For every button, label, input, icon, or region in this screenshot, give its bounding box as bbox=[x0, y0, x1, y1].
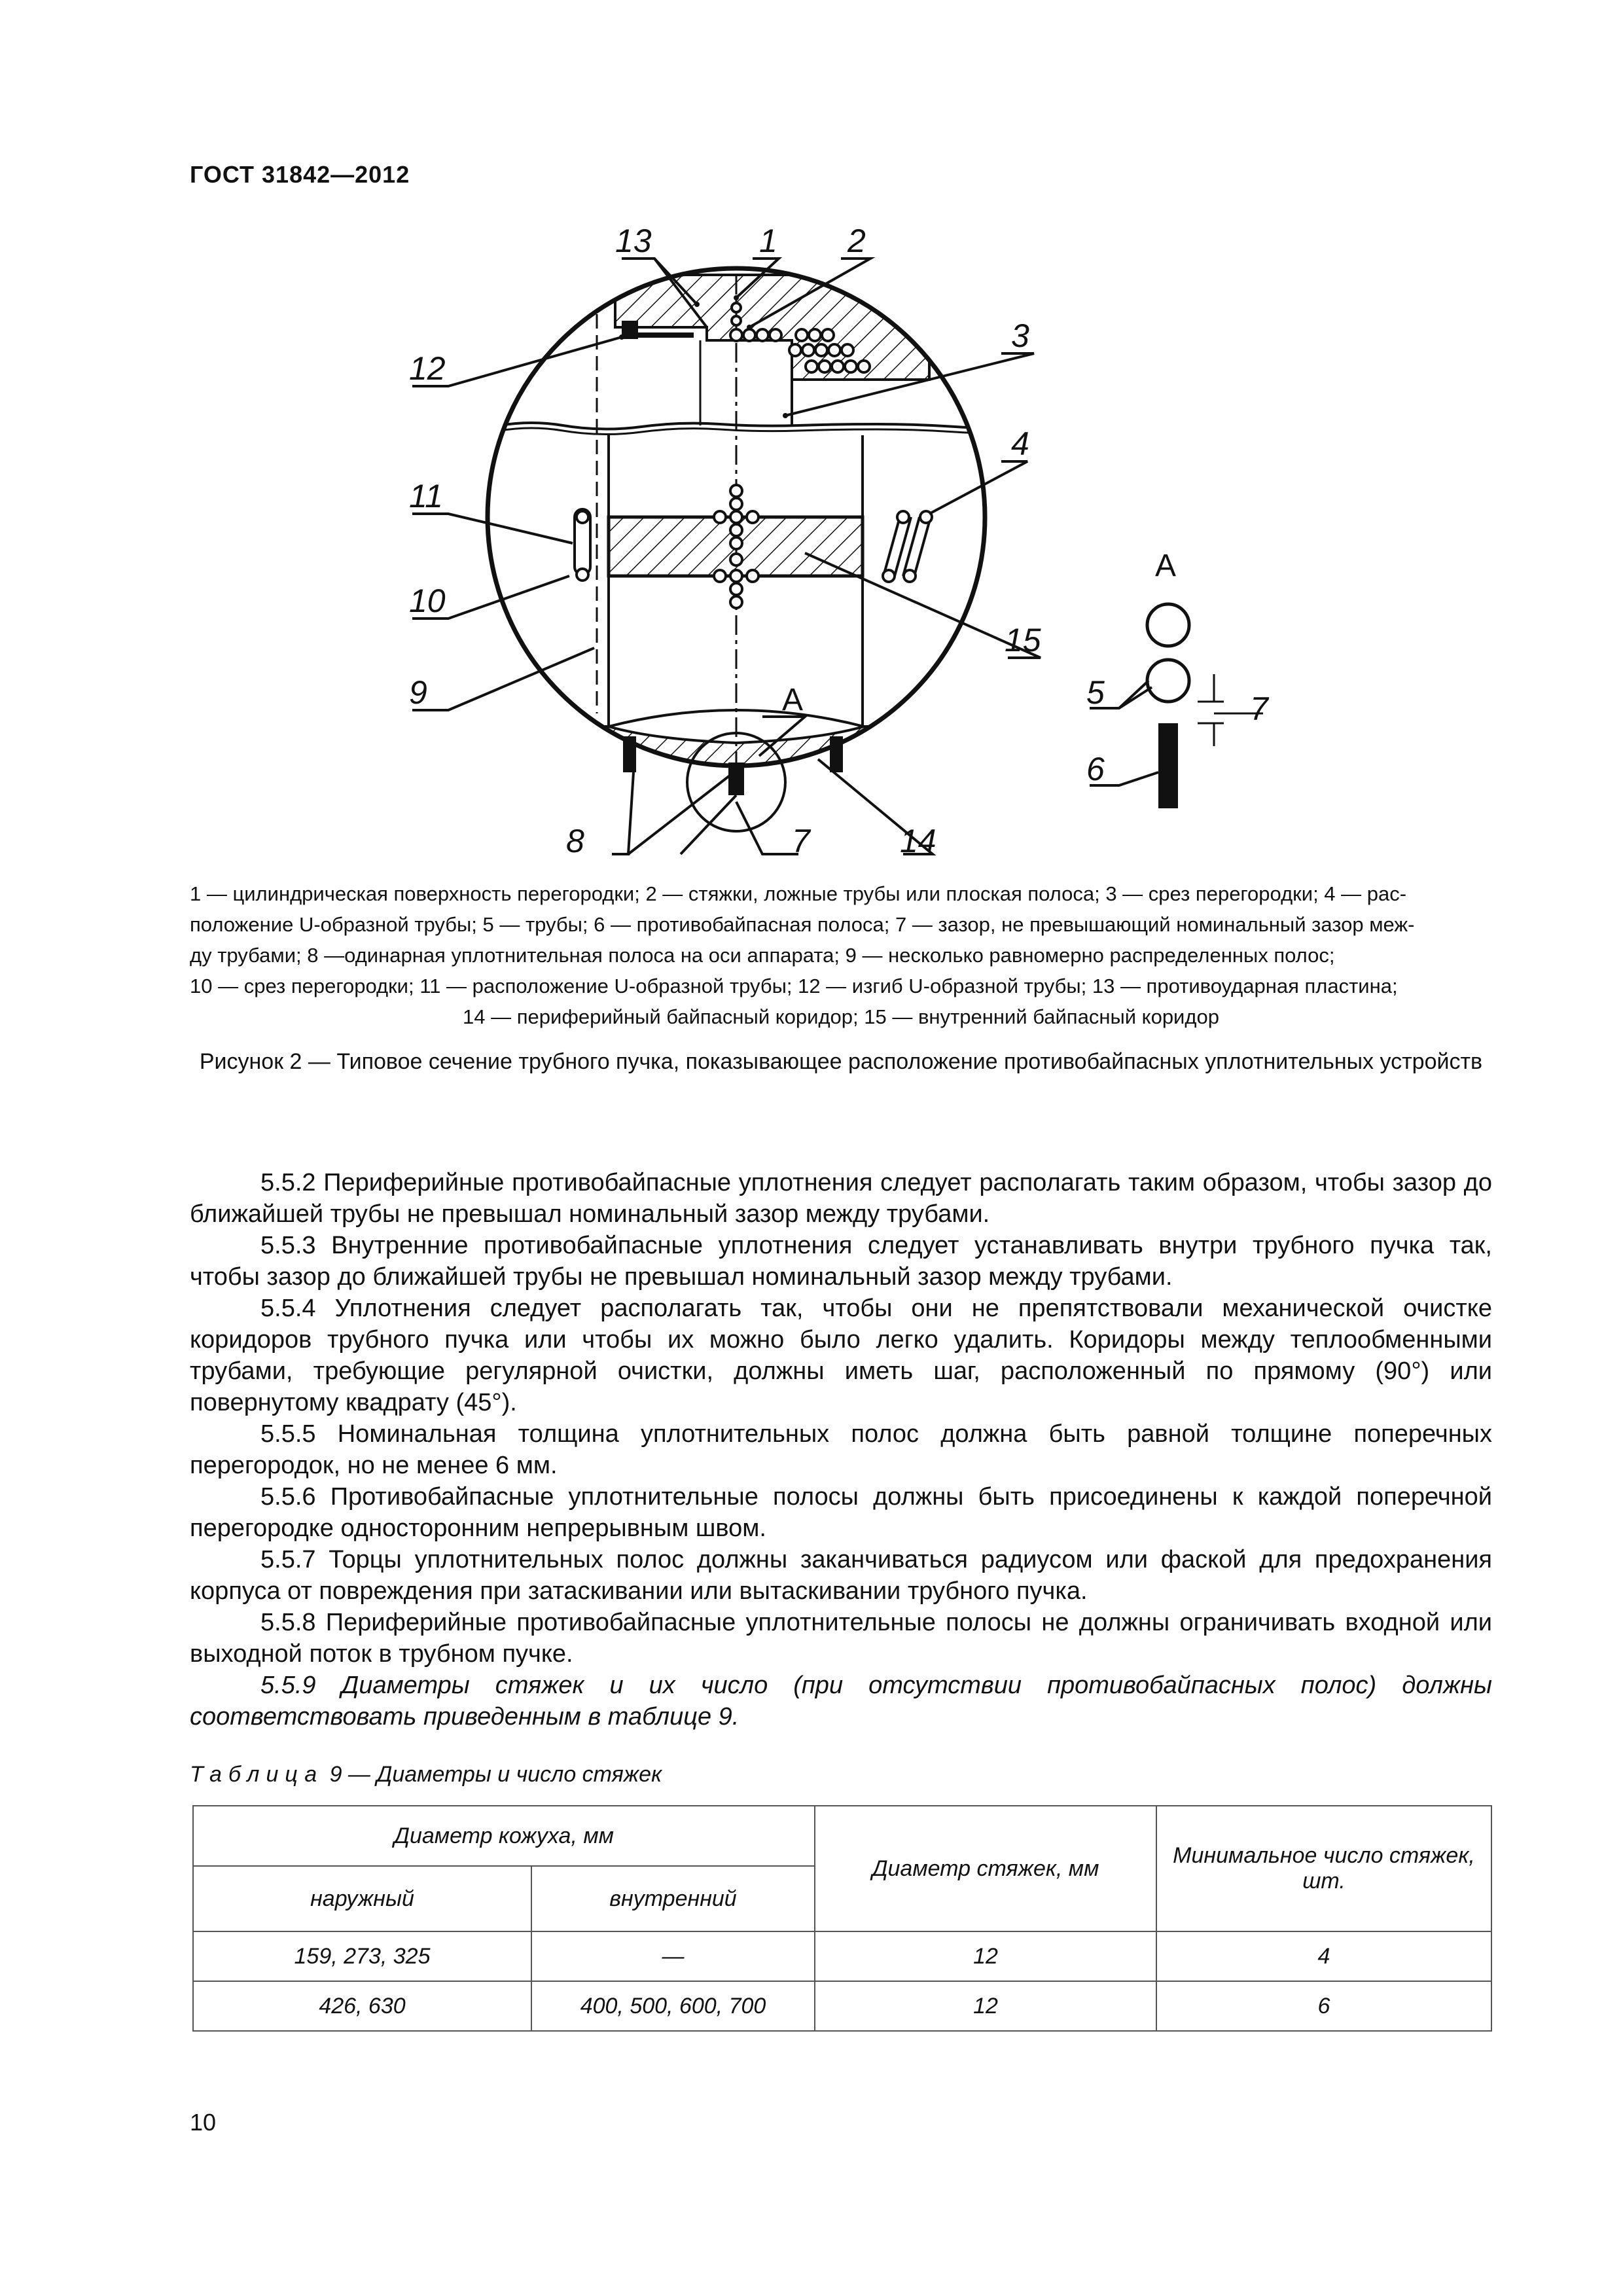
callout-14-top: 13 bbox=[615, 223, 652, 259]
table-row bbox=[193, 1931, 1491, 1981]
figure-2-tube-bundle-section bbox=[0, 0, 1623, 877]
callout-13: 12 bbox=[409, 350, 446, 387]
cell-inner: — bbox=[531, 1931, 815, 1981]
callout-12: 11 bbox=[409, 478, 443, 514]
callout-2: 2 bbox=[847, 223, 866, 259]
cell-outer: 159, 273, 325 bbox=[193, 1931, 531, 1981]
paragraph-5-5-8: 5.5.8 Периферийные противобайпасные уплотнительные полосы не должны ограничивать входной или выходной поток в трубном пучке. bbox=[190, 1609, 1492, 1668]
callout-9: 8 bbox=[566, 823, 584, 859]
peripheral-seal-left bbox=[623, 736, 636, 772]
callout-10: 9 bbox=[409, 674, 427, 711]
paragraph-5-5-2: 5.5.2 Периферийные противобайпасные уплотнения следует располагать таким образом, чтобы зазор до ближайшей трубы не превышал номинальный зазор между трубами. bbox=[190, 1169, 1492, 1228]
paragraph-5-5-7: 5.5.7 Торцы уплотнительных полос должны заканчиваться радиусом или фаской для предохранения корпуса от повреждения при затаскивании или вытаскивании трубного пучка. bbox=[190, 1546, 1492, 1605]
detail-tube-2 bbox=[1147, 660, 1189, 702]
detail-view-label: А bbox=[1155, 548, 1177, 583]
header-min-count: Минимальное число стяжек, шт. bbox=[1156, 1806, 1491, 1931]
callout-11: 10 bbox=[409, 583, 446, 619]
callout-1: 1 bbox=[759, 223, 777, 259]
legend-line: 14 — периферийный байпасный коридор; 15 — внутренний байпасный коридор bbox=[463, 1005, 1219, 1028]
legend-line: 10 — срез перегородки; 11 — расположение U-образной трубы; 12 — изгиб U-образной трубы; 13 — противоударная пластина; bbox=[190, 975, 1398, 997]
legend-line: ду трубами; 8 —одинарная уплотнительная полоса на оси аппарата; 9 — несколько равномерно распределенных полос; bbox=[190, 944, 1335, 967]
callout-5: 5 bbox=[1086, 674, 1105, 711]
cell-min-count: 6 bbox=[1156, 1981, 1491, 2031]
page-number: 10 bbox=[190, 2109, 217, 2136]
header-outer: наружный bbox=[193, 1866, 531, 1931]
header-tie-diameter: Диаметр стяжек, мм bbox=[815, 1806, 1156, 1931]
callout-4: 4 bbox=[1011, 425, 1029, 462]
cell-tie-dia: 12 bbox=[815, 1981, 1156, 2031]
paragraph-5-5-9: 5.5.9 Диаметры стяжек и их число (при отсутствии противобайпасных полос) должны соответствовать приведенным в таблице 9. bbox=[190, 1672, 1492, 1731]
paragraph-5-5-4: 5.5.4 Уплотнения следует располагать так, чтобы они не препятствовали механической очистке коридоров трубного пучка или чтобы их можно было легко удалить. Коридоры между теплообменными трубами, требующие регулярной очистки, должны иметь шаг, расположенный по прямому (90°) или повернутому квадрату (45°). bbox=[190, 1295, 1492, 1416]
figure-legend bbox=[190, 878, 1492, 1032]
paragraph-5-5-6: 5.5.6 Противобайпасные уплотнительные полосы должны быть присоединены к каждой поперечной перегородке односторонним непрерывным швом. bbox=[190, 1483, 1492, 1542]
peripheral-seal-center bbox=[728, 762, 744, 795]
paragraph-5-5-5: 5.5.5 Номинальная толщина уплотнительных полос должна быть равной толщине поперечных перегородок, но не менее 6 мм. bbox=[190, 1420, 1492, 1479]
callout-15: 15 bbox=[1005, 622, 1041, 658]
callout-6: 6 bbox=[1086, 751, 1105, 787]
figure-caption: Рисунок 2 — Типовое сечение трубного пучка, показывающее расположение противобайпасных уплотнительных устройств bbox=[199, 1049, 1483, 1074]
document-header: ГОСТ 31842—2012 bbox=[190, 161, 410, 188]
body-text bbox=[190, 1167, 1492, 1732]
table-row bbox=[193, 1981, 1491, 2031]
table-9 bbox=[192, 1805, 1492, 2032]
paragraph-5-5-3: 5.5.3 Внутренние противобайпасные уплотнения следует устанавливать внутри трубного пучка так, чтобы зазор до ближайшей трубы не превышал номинальный зазор между трубами. bbox=[190, 1232, 1492, 1291]
callout-8: 7 bbox=[792, 823, 810, 859]
legend-line: 1 — цилиндрическая поверхность перегородки; 2 — стяжки, ложные трубы или плоская полоса; 3 — срез перегородки; 4 — рас- bbox=[190, 882, 1407, 905]
peripheral-seal-right bbox=[830, 736, 843, 772]
detail-label-a: А bbox=[782, 683, 804, 717]
legend-line: положение U-образной трубы; 5 — трубы; 6 — противобайпасная полоса; 7 — зазор, не превышающий номинальный зазор меж- bbox=[190, 913, 1415, 936]
cell-inner: 400, 500, 600, 700 bbox=[531, 1981, 815, 2031]
break-line bbox=[484, 423, 1008, 429]
top-baffle-segment bbox=[615, 275, 929, 380]
callout-3: 3 bbox=[1011, 317, 1029, 354]
detail-tube-1 bbox=[1147, 604, 1189, 646]
u-tube-right bbox=[883, 511, 932, 582]
detail-seal-strip bbox=[1158, 723, 1178, 808]
table-caption: Таблица 9 — Диаметры и число стяжек bbox=[190, 1762, 662, 1787]
cell-outer: 426, 630 bbox=[193, 1981, 531, 2031]
cell-tie-dia: 12 bbox=[815, 1931, 1156, 1981]
callout-7-label: 7 bbox=[1250, 691, 1268, 727]
header-shell-diameter: Диаметр кожуха, мм bbox=[193, 1806, 815, 1866]
cell-min-count: 4 bbox=[1156, 1931, 1491, 1981]
u-tube-left bbox=[575, 509, 590, 581]
header-inner: внутренний bbox=[531, 1866, 815, 1931]
callout-14-bottom: 14 bbox=[900, 823, 936, 859]
